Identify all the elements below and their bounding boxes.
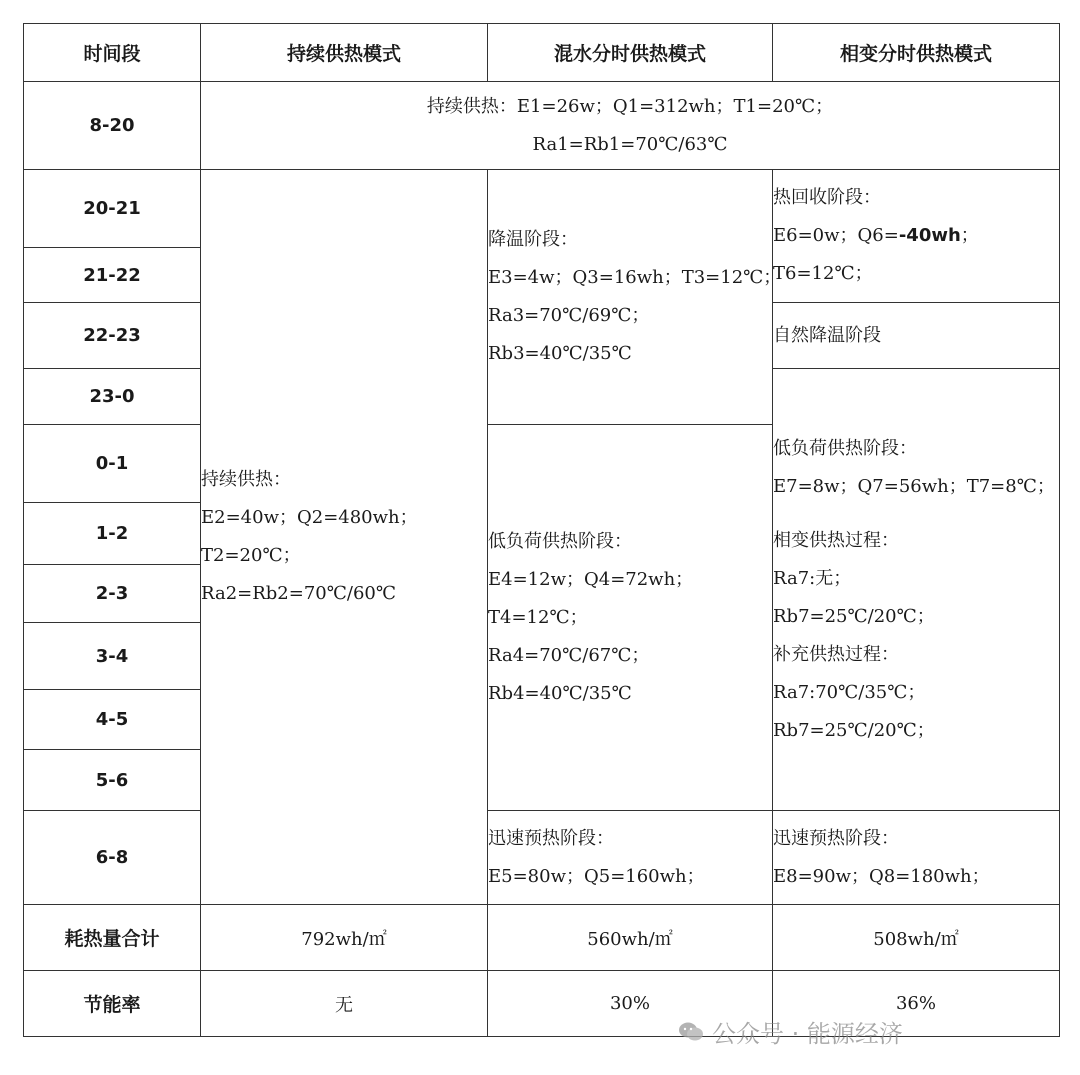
saving-continuous: 无 — [201, 971, 488, 1037]
daytime-line-2: Ra1=Rb1=70℃/63℃ — [532, 133, 728, 155]
time-cell: 4-5 — [24, 690, 201, 750]
time-cell: 21-22 — [24, 248, 201, 303]
phase-recovery-l1a: E6=0w；Q6= — [773, 225, 899, 246]
time-cell: 0-1 — [24, 425, 201, 503]
mixed-low-load-line-2: Ra4=70℃/67℃； — [488, 644, 650, 666]
mixed-low-load-line-3: Rb4=40℃/35℃ — [488, 682, 632, 704]
continuous-heating-daytime — [201, 82, 1060, 170]
watermark — [678, 1014, 903, 1049]
time-cell: 23-0 — [24, 369, 201, 425]
row-20-21 — [24, 170, 1060, 248]
totals-phase: 508wh/㎡ — [773, 905, 1060, 971]
phase-preheat-stage — [773, 811, 1060, 905]
continuous-line-2: Ra2=Rb2=70℃/60℃ — [201, 583, 396, 604]
continuous-line-1: E2=40w；Q2=480wh；T2=20℃； — [201, 507, 418, 566]
phase-low-load-title: 低负荷供热阶段： — [773, 437, 917, 459]
saving-row — [24, 971, 1060, 1037]
time-cell: 8-20 — [24, 82, 201, 170]
supplement-process-title: 补充供热过程： — [773, 643, 899, 665]
mixed-low-load-title: 低负荷供热阶段： — [488, 530, 632, 552]
phase-recovery-line-2: T6=12℃； — [773, 263, 873, 284]
mixed-cooling-line-3: Rb3=40℃/35℃ — [488, 343, 632, 364]
header-phase-change-mode: 相变分时供热模式 — [773, 24, 1060, 82]
header-mixed-water-mode: 混水分时供热模式 — [488, 24, 773, 82]
phase-recovery-l1c: ； — [960, 225, 979, 246]
phase-recovery-line-1 — [773, 217, 1059, 255]
totals-mixed: 560wh/㎡ — [488, 905, 773, 971]
mixed-cooling-title: 降温阶段： — [488, 229, 578, 250]
mixed-cooling-stage — [488, 170, 782, 425]
watermark-text: 公众号 · 能源经济 — [712, 1020, 903, 1048]
supplement-rb7: Rb7=25℃/20℃； — [773, 719, 935, 741]
header-row — [24, 24, 1060, 82]
time-cell: 1-2 — [24, 503, 201, 565]
phase-recovery-q6-value: -40wh — [898, 225, 961, 246]
phase-recovery-title: 热回收阶段： — [773, 187, 881, 208]
time-cell: 22-23 — [24, 303, 201, 369]
phase-change-process-title: 相变供热过程： — [773, 529, 899, 551]
heating-mode-table — [23, 23, 1060, 1037]
row-6-8 — [24, 811, 1060, 905]
spacer — [773, 506, 1059, 522]
mixed-cooling-line-1: E3=4w；Q3=16wh；T3=12℃； — [488, 267, 782, 288]
wechat-icon — [678, 1021, 704, 1043]
phase-change-rb7: Rb7=25℃/20℃； — [773, 605, 935, 627]
time-cell: 6-8 — [24, 811, 201, 905]
continuous-title: 持续供热： — [201, 469, 291, 490]
mixed-preheat-title: 迅速预热阶段： — [488, 827, 614, 849]
phase-low-load-line-1: E7=8w；Q7=56wh；T7=8℃； — [773, 475, 1055, 497]
daytime-line-1: 持续供热：E1=26w；Q1=312wh；T1=20℃； — [426, 95, 834, 117]
supplement-ra7: Ra7:70℃/35℃； — [773, 681, 926, 703]
mixed-low-load-line-1: E4=12w；Q4=72wh；T4=12℃； — [488, 568, 694, 628]
saving-label: 节能率 — [24, 971, 201, 1037]
mixed-preheat-stage — [488, 811, 773, 905]
header-continuous-mode: 持续供热模式 — [201, 24, 488, 82]
phase-preheat-line-1: E8=90w；Q8=180wh； — [773, 865, 990, 887]
totals-continuous: 792wh/㎡ — [201, 905, 488, 971]
saving-mixed: 30% — [488, 971, 773, 1037]
time-cell: 2-3 — [24, 565, 201, 623]
phase-low-load-stage — [773, 369, 1060, 811]
totals-label: 耗热量合计 — [24, 905, 201, 971]
mixed-preheat-line-1: E5=80w；Q5=160wh； — [488, 865, 705, 887]
phase-natural-cooling: 自然降温阶段 — [773, 303, 1060, 369]
phase-preheat-title: 迅速预热阶段： — [773, 827, 899, 849]
header-time-period: 时间段 — [24, 24, 201, 82]
saving-phase: 36% — [773, 971, 1060, 1037]
time-cell: 20-21 — [24, 170, 201, 248]
row-8-20 — [24, 82, 1060, 170]
mixed-low-load-stage — [488, 425, 773, 811]
totals-row — [24, 905, 1060, 971]
phase-recovery-stage — [773, 170, 1060, 303]
time-cell: 3-4 — [24, 623, 201, 690]
phase-change-ra7: Ra7:无； — [773, 567, 852, 589]
mixed-cooling-line-2: Ra3=70℃/69℃； — [488, 305, 650, 326]
continuous-heating-night — [201, 170, 488, 905]
time-cell: 5-6 — [24, 750, 201, 811]
